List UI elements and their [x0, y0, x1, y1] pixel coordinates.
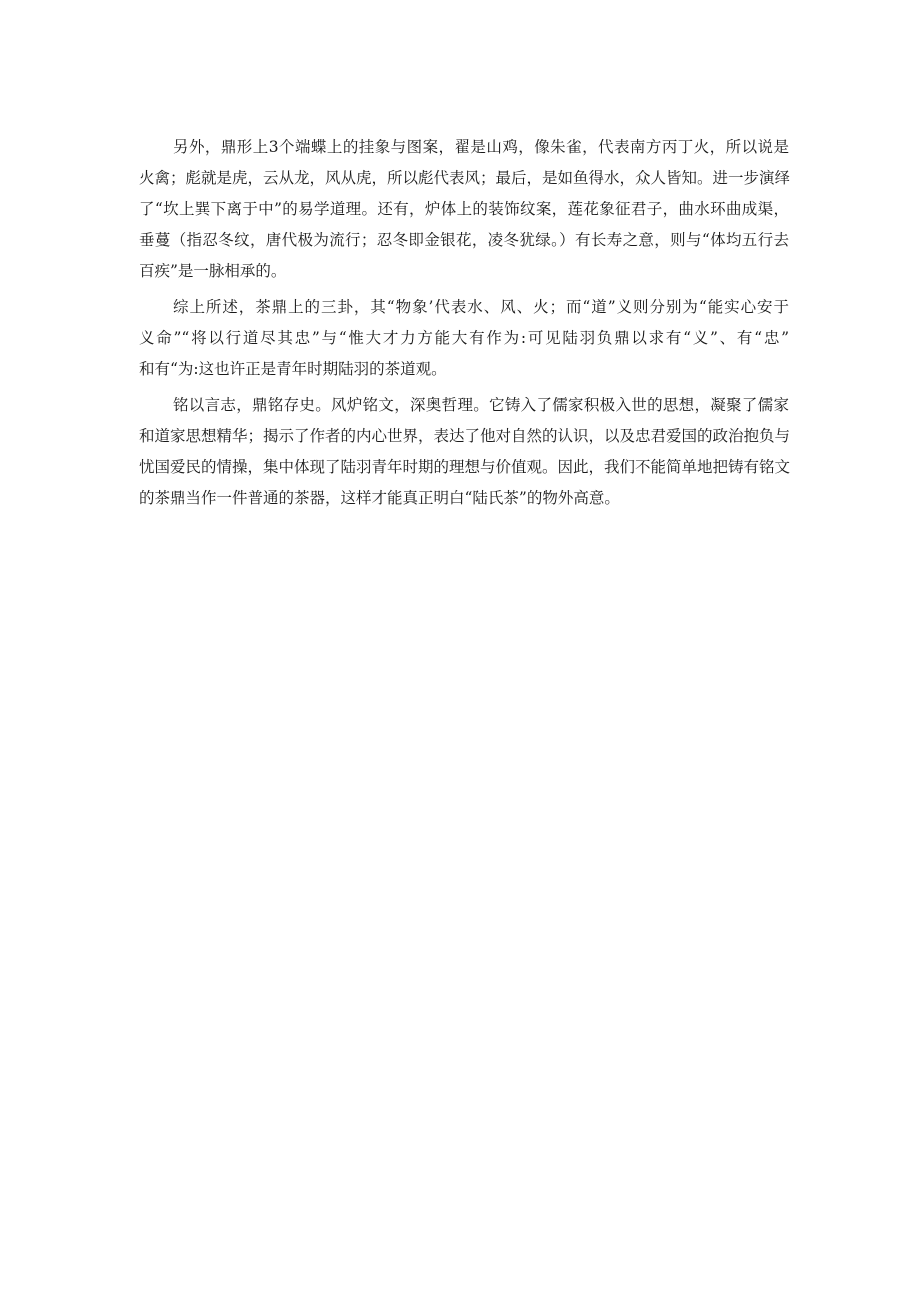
paragraph-line: 和有“为:这也许正是青年时期陆羽的茶道观。: [139, 360, 447, 378]
paragraph-line: 铭以言志，鼎铭存史。风炉铭文，深奥哲理。它铸入了儒家积极入世的思想，凝聚了儒家: [173, 396, 789, 414]
paragraph-2: [139, 292, 789, 385]
paragraph-line: 义命”“将以行道尽其忠”与“惟大才力方能大有作为:可见陆羽负鼎以求有“义”、有“忠”: [139, 329, 789, 347]
paragraph-line: 火禽；彪就是虎，云从龙，风从虎，所以彪代表风；最后，是如鱼得水，众人皆知。进一步演绎: [139, 169, 791, 187]
document-body: [139, 132, 789, 514]
paragraph-line: 另外，鼎形上3个端蝶上的挂象与图案，翟是山鸡，像朱雀，代表南方丙丁火，所以说是: [173, 138, 789, 156]
paragraph-1: [139, 132, 789, 287]
paragraph-line: 和道家思想精华；揭示了作者的内心世界，表达了他对自然的认识，以及忠君爱国的政治抱负与: [139, 427, 791, 445]
paragraph-line: 百疾”是一脉相承的。: [139, 262, 287, 280]
paragraph-line: 的茶鼎当作一件普通的茶器，这样才能真正明白“陆氏茶”的物外高意。: [139, 489, 620, 507]
paragraph-3: [139, 390, 789, 514]
paragraph-line: 综上所述，茶鼎上的三卦，其“物象’代表水、风、火；而“道”义则分别为“能实心安于: [173, 298, 789, 316]
paragraph-line: 了“坎上巽下离于中”的易学道理。还有，炉体上的装饰纹案，莲花象征君子，曲水环曲成渠，: [139, 200, 789, 218]
paragraph-line: 垂蔓（指忍冬纹，唐代极为流行；忍冬即金银花，凌冬犹绿。）有长寿之意，则与“体均五行去: [139, 231, 789, 249]
paragraph-line: 忧国爱民的情操，集中体现了陆羽青年时期的理想与价值观。因此，我们不能简单地把铸有铭文: [139, 458, 791, 476]
